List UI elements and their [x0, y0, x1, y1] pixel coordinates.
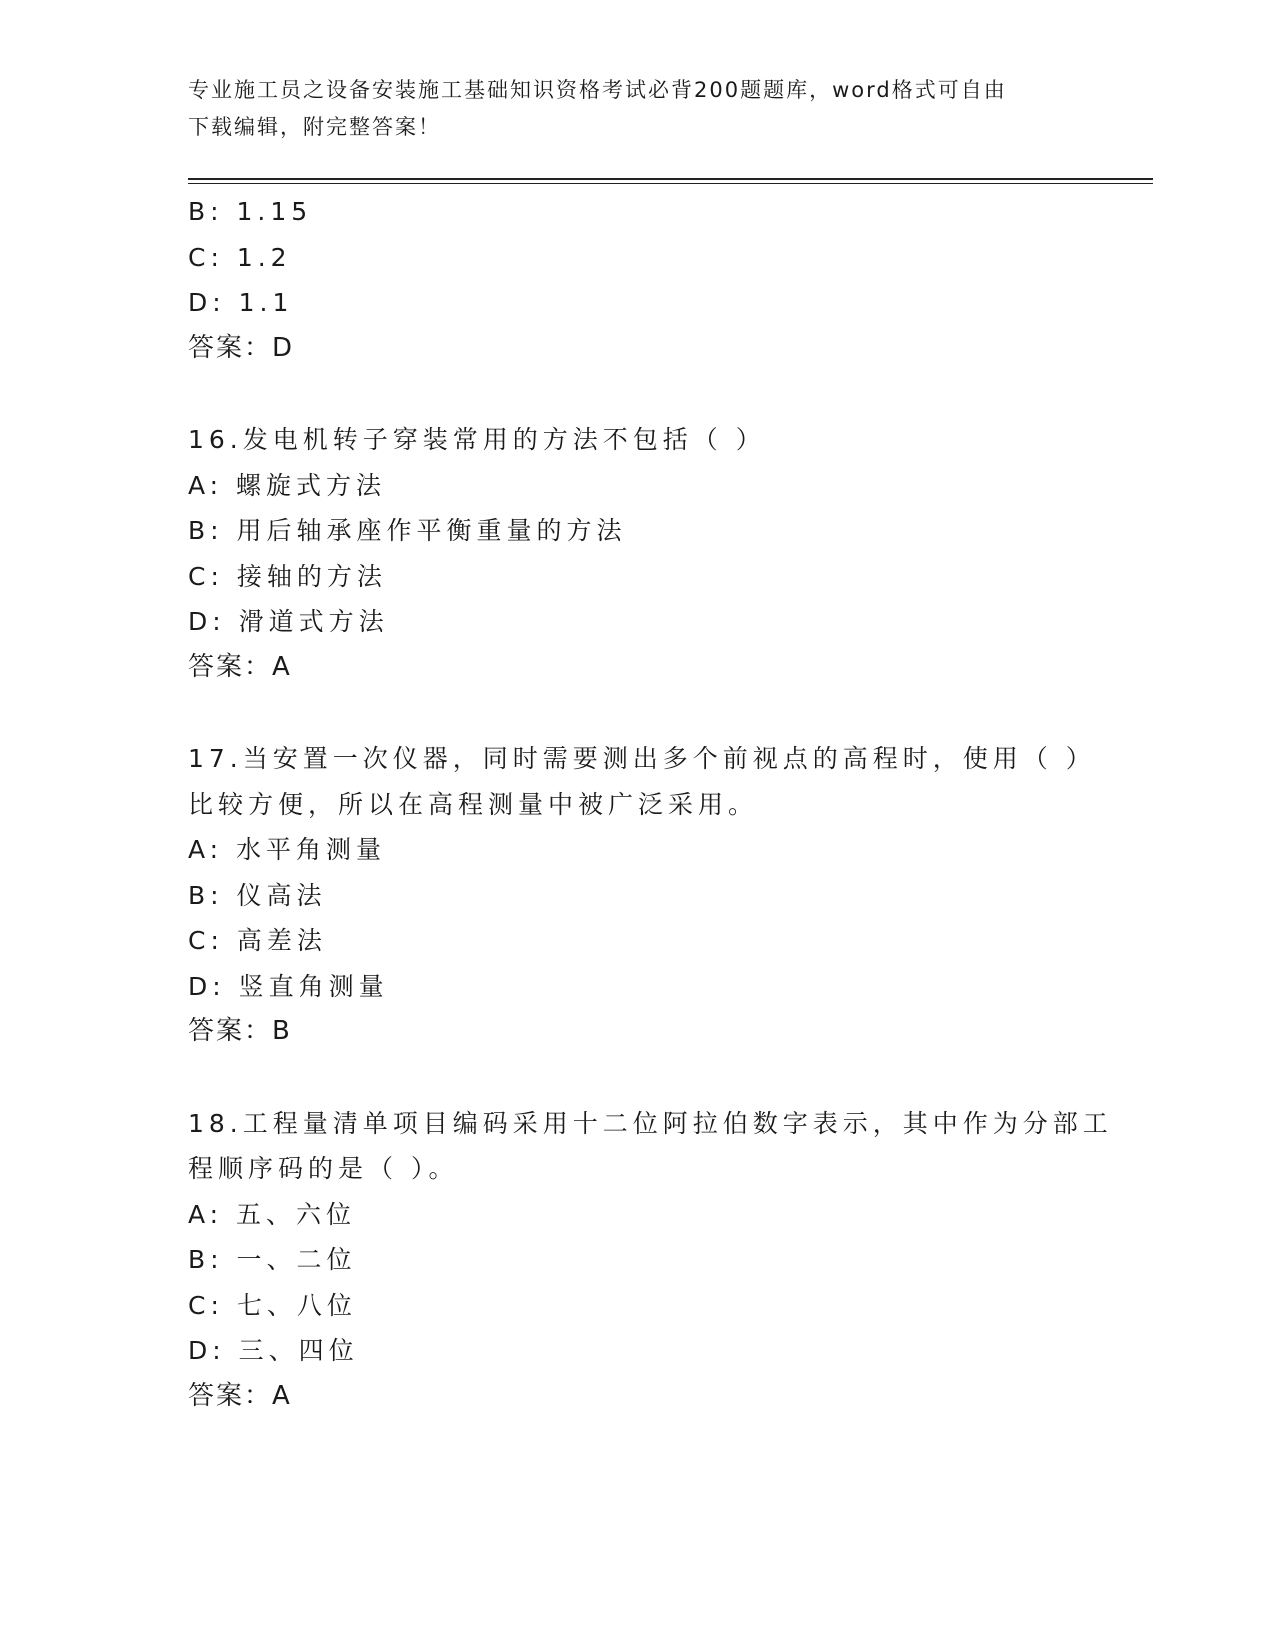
option-b: B: 1.15: [188, 197, 313, 226]
question-16: [188, 417, 1088, 690]
question-18: [188, 1101, 1113, 1420]
option-b: B: 仪高法: [188, 880, 327, 910]
answer-line: 答案：A: [188, 1380, 292, 1411]
option-c: C: 接轴的方法: [188, 561, 387, 591]
option-d: D: 滑道式方法: [188, 607, 389, 636]
header-divider-thin: [188, 183, 1153, 184]
option-d: D: 三、四位: [188, 1336, 359, 1365]
question-stem-line-1: 17.当安置一次仪器，同时需要测出多个前视点的高程时，使用（ ）: [188, 744, 1096, 773]
option-c: C: 高差法: [188, 926, 327, 955]
question-15: [188, 189, 1088, 371]
header-line-2: 下载编辑，附完整答案！: [188, 115, 441, 139]
answer-line: 答案：A: [188, 651, 292, 682]
option-a: A: 五、六位: [188, 1199, 357, 1229]
answer-line: 答案：D: [188, 332, 295, 363]
question-stem: 16.发电机转子穿装常用的方法不包括（ ）: [188, 425, 766, 454]
document-header: [188, 72, 1088, 146]
option-a: A: 螺旋式方法: [188, 470, 387, 500]
option-b: B: 一、二位: [188, 1245, 357, 1274]
option-d: D: 1.1: [188, 288, 294, 317]
option-c: C: 七、八位: [188, 1290, 357, 1320]
header-line-1: 专业施工员之设备安装施工基础知识资格考试必背200题题库，word格式可自由: [188, 78, 1007, 102]
question-stem-line-2: 程顺序码的是（ ）。: [188, 1154, 459, 1183]
option-c: C: 1.2: [188, 242, 292, 272]
question-stem-line-1: 18.工程量清单项目编码采用十二位阿拉伯数字表示，其中作为分部工: [188, 1108, 1113, 1138]
question-list: [188, 189, 1113, 1419]
header-divider-thick: [188, 178, 1153, 180]
option-a: A: 水平角测量: [188, 835, 387, 864]
question-17: [188, 736, 1096, 1055]
answer-line: 答案：B: [188, 1016, 292, 1046]
option-b: B: 用后轴承座作平衡重量的方法: [188, 516, 627, 545]
option-d: D: 竖直角测量: [188, 971, 389, 1001]
question-stem-line-2: 比较方便，所以在高程测量中被广泛采用。: [188, 789, 759, 819]
